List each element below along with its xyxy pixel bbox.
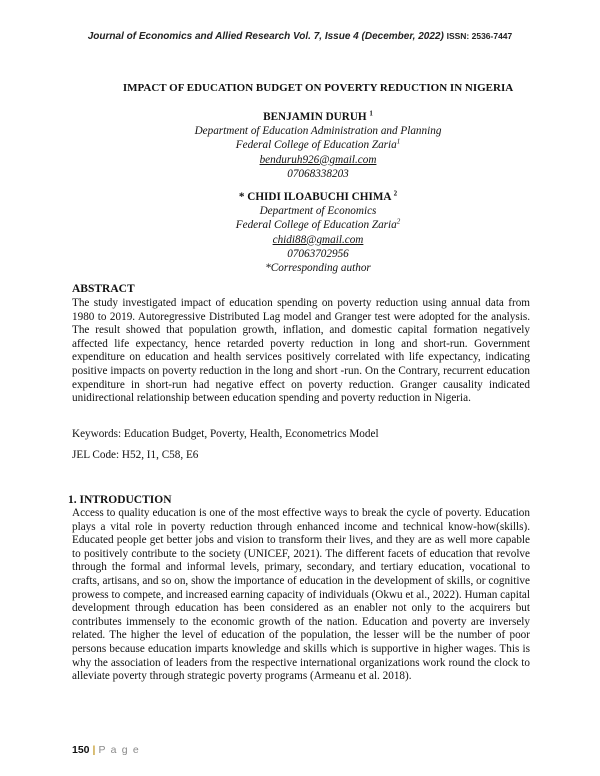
- author-phone: 07068338203: [287, 167, 349, 180]
- corresponding-author-note: *Corresponding author: [265, 262, 371, 275]
- author-email[interactable]: benduruh926@gmail.com: [259, 153, 377, 166]
- abstract-text: The study investigated impact of education spending on poverty reduction using annual data from 1980 to 2019. Autoregressive Distributed Lag model and Granger test were adopted for the analysis. The result showed that population growth, inflation, and domestic capital formation negatively affected life expectancy, hence retarded poverty reduction in long and short-run. Government expenditure on education and health services positively correlated with life expectancy, indicating positive impacts on poverty reduction in the long and short -run. On the Contrary, recurrent education expenditure in short-run had negative effect on poverty reduction. Granger causality indicated unidirectional relationship between education spending and poverty reduction in Nigeria.: [72, 297, 530, 405]
- keywords: Keywords: Education Budget, Poverty, Health, Econometrics Model: [72, 428, 379, 440]
- author-block-2: [0, 190, 600, 275]
- author-institution: Federal College of Education Zaria$^2$: [235, 217, 401, 232]
- author-phone: 07063702956: [287, 247, 349, 260]
- page-number: 150: [72, 744, 90, 756]
- journal-citation: Journal of Economics and Allied Research Vol. 7, Issue 4 (December, 2022): [87, 31, 444, 42]
- journal-header: [0, 31, 600, 42]
- page-footer: [72, 744, 140, 756]
- issn: ISSN: 2536-7447: [446, 31, 513, 41]
- author-block-1: [0, 110, 600, 181]
- jel-code: JEL Code: H52, I1, C58, E6: [72, 449, 199, 461]
- author-name: * CHIDI ILOABUCHI CHIMA $^2$: [238, 189, 398, 203]
- author-email[interactable]: chidi88@gmail.com: [272, 233, 364, 246]
- section-heading-introduction: 1. INTRODUCTION: [68, 494, 172, 506]
- author-name: BENJAMIN DURUH $^1$: [263, 109, 373, 123]
- footer-separator: |: [92, 744, 96, 756]
- author-department: Department of Economics: [259, 205, 377, 218]
- introduction-text: Access to quality education is one of the most effective ways to break the cycle of poverty. Education plays a vital role in poverty reduction through enhanced income and technical know-how(skills). Educated people get better jobs and vision to transform their lives, and they are as well more capable to positively contribute to the society (UNICEF, 2021). The different facets of education that revolve through the formal and informal levels, primary, secondary, and tertiary education, vocational to crafts, artisans, and so on, show the importance of education in the development of skills, or cognitive prowess to compete, and increased earning capacity of individuals (Okwu et al., 2022). Human capital development through education has been considered as an enabler not only to the acquirers but contributes immensely to the economic growth of the nation. Education and poverty are inversely related. The higher the level of education of the population, the lesser will be the number of poor persons because education imparts knowledge and skills which is supportive in higher wages. This is why the association of leaders from the respective international organizations work round the clock to alleviate poverty through strategic poverty programs (Armeanu et al. 2018).: [72, 507, 530, 683]
- paper-title: IMPACT OF EDUCATION BUDGET ON POVERTY REDUCTION IN NIGERIA: [122, 82, 514, 94]
- page-label: P a g e: [98, 744, 140, 756]
- author-institution: Federal College of Education Zaria$^1$: [235, 137, 401, 152]
- abstract-heading: ABSTRACT: [72, 283, 135, 295]
- author-department: Department of Education Administration and Planning: [194, 125, 442, 138]
